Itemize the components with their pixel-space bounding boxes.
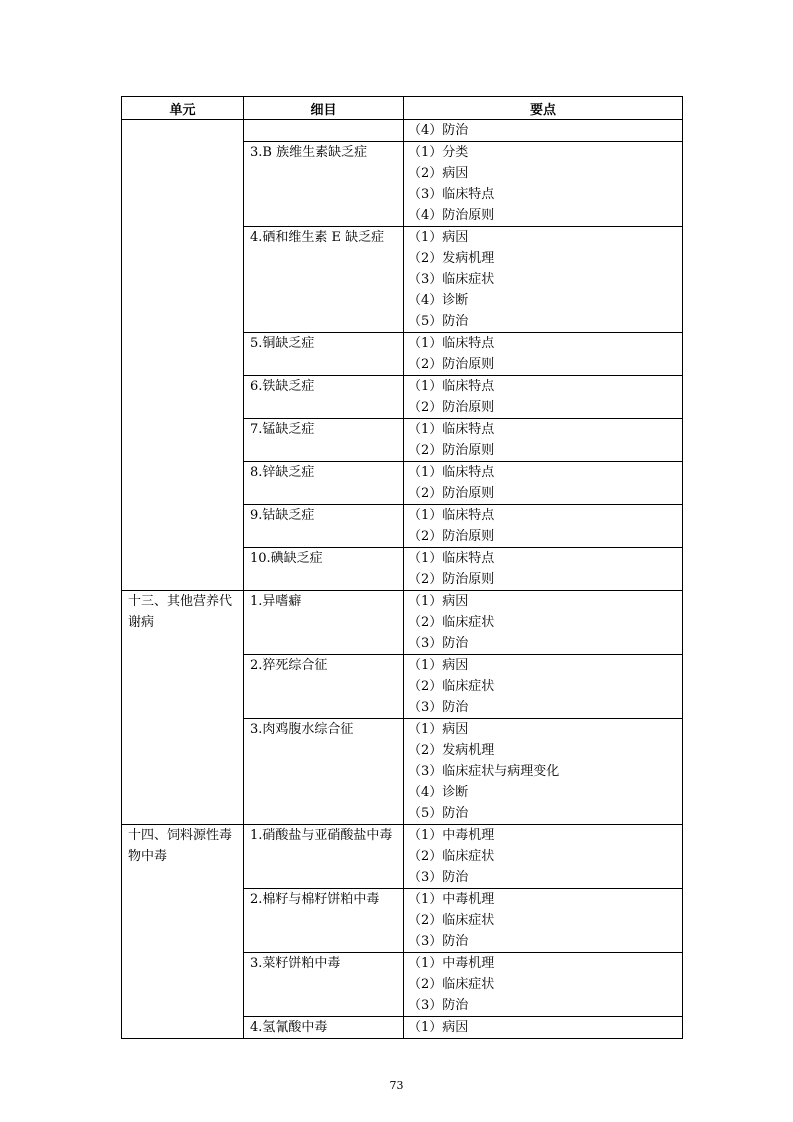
key-point: （1）病因 (408, 658, 469, 673)
key-point: （3）防治 (408, 998, 469, 1013)
key-point: （4）防治 (408, 123, 469, 138)
key-point: （1）临床特点 (408, 508, 495, 523)
key-point: （1）病因 (408, 230, 469, 245)
item-cell (244, 825, 404, 889)
item-cell (244, 227, 404, 333)
item-name: 1.硝酸盐与亚硝酸盐中毒 (250, 828, 393, 843)
points-cell (404, 419, 683, 462)
key-point: （4）防治原则 (408, 208, 495, 223)
points-cell (404, 505, 683, 548)
syllabus-table (121, 96, 683, 1039)
item-name: 10.碘缺乏症 (250, 551, 323, 566)
key-point: （2）防治原则 (408, 572, 495, 587)
key-point: （2）发病机理 (408, 251, 495, 266)
key-point: （2）临床症状 (408, 615, 495, 630)
key-point: （2）发病机理 (408, 743, 495, 758)
item-name: 5.铜缺乏症 (250, 336, 315, 351)
table-row (122, 120, 683, 142)
points-cell (404, 719, 683, 825)
points-cell (404, 376, 683, 419)
key-point: （1）中毒机理 (408, 828, 495, 843)
points-cell (404, 333, 683, 376)
item-cell (244, 719, 404, 825)
key-point: （1）病因 (408, 1020, 469, 1035)
item-cell (244, 953, 404, 1017)
key-point: （1）病因 (408, 594, 469, 609)
unit-cell (122, 825, 244, 1039)
key-point: （4）诊断 (408, 293, 469, 308)
unit-cell (122, 120, 244, 591)
key-point: （3）防治 (408, 700, 469, 715)
item-cell (244, 548, 404, 591)
key-point: （1）中毒机理 (408, 956, 495, 971)
key-point: （2）防治原则 (408, 443, 495, 458)
item-name: 8.锌缺乏症 (250, 465, 315, 480)
key-point: （1）临床特点 (408, 379, 495, 394)
item-cell (244, 1017, 404, 1039)
item-name: 6.铁缺乏症 (250, 379, 315, 394)
key-point: （1）临床特点 (408, 551, 495, 566)
page-number: 73 (389, 1079, 404, 1092)
item-cell (244, 120, 404, 142)
key-point: （2）防治原则 (408, 357, 495, 372)
key-point: （2）防治原则 (408, 486, 495, 501)
key-point: （2）病因 (408, 166, 469, 181)
table-row (122, 825, 683, 889)
key-point: （3）防治 (408, 636, 469, 651)
table-row (122, 591, 683, 655)
points-cell (404, 120, 683, 142)
item-name: 4.硒和维生素 E 缺乏症 (250, 230, 385, 245)
points-cell (404, 1017, 683, 1039)
points-cell (404, 142, 683, 227)
table-body (122, 120, 683, 1039)
key-point: （2）临床症状 (408, 977, 495, 992)
key-point: （2）临床症状 (408, 679, 495, 694)
unit-cell (122, 591, 244, 825)
points-cell (404, 591, 683, 655)
item-column-header: 细目 (244, 97, 404, 120)
unit-column-header: 单元 (122, 97, 244, 120)
key-point: （3）临床症状与病理变化 (408, 764, 560, 779)
points-cell (404, 462, 683, 505)
key-point: （5）防治 (408, 314, 469, 329)
item-name: 4.氢氰酸中毒 (250, 1020, 328, 1035)
key-point: （3）临床症状 (408, 272, 495, 287)
item-cell (244, 889, 404, 953)
key-point: （3）防治 (408, 934, 469, 949)
item-cell (244, 505, 404, 548)
item-cell (244, 591, 404, 655)
key-point: （2）防治原则 (408, 400, 495, 415)
item-cell (244, 376, 404, 419)
points-cell (404, 655, 683, 719)
key-point: （1）临床特点 (408, 422, 495, 437)
key-point: （3）防治 (408, 870, 469, 885)
points-cell (404, 548, 683, 591)
item-name: 9.钴缺乏症 (250, 508, 315, 523)
key-point: （5）防治 (408, 806, 469, 821)
item-name: 3.B 族维生素缺乏症 (250, 145, 368, 160)
points-cell (404, 227, 683, 333)
key-point: （1）临床特点 (408, 336, 495, 351)
key-point: （1）病因 (408, 722, 469, 737)
points-cell (404, 889, 683, 953)
item-name: 2.猝死综合征 (250, 658, 328, 673)
points-column-header: 要点 (404, 97, 683, 120)
item-cell (244, 142, 404, 227)
unit-name: 十四、饲料源性毒物中毒 (128, 828, 233, 864)
item-cell (244, 462, 404, 505)
item-name: 7.锰缺乏症 (250, 422, 315, 437)
points-cell (404, 953, 683, 1017)
key-point: （2）临床症状 (408, 849, 495, 864)
key-point: （3）临床特点 (408, 187, 495, 202)
item-name: 3.肉鸡腹水综合征 (250, 722, 354, 737)
key-point: （4）诊断 (408, 785, 469, 800)
item-name: 3.菜籽饼粕中毒 (250, 956, 341, 971)
key-point: （1）中毒机理 (408, 892, 495, 907)
item-cell (244, 655, 404, 719)
item-cell (244, 333, 404, 376)
item-cell (244, 419, 404, 462)
unit-name: 十三、其他营养代谢病 (128, 594, 233, 630)
key-point: （1）分类 (408, 145, 469, 160)
table-header-row (122, 97, 683, 120)
item-name: 2.棉籽与棉籽饼粕中毒 (250, 892, 380, 907)
item-name: 1.异嗜癖 (250, 594, 302, 609)
points-cell (404, 825, 683, 889)
key-point: （2）临床症状 (408, 913, 495, 928)
key-point: （1）临床特点 (408, 465, 495, 480)
key-point: （2）防治原则 (408, 529, 495, 544)
